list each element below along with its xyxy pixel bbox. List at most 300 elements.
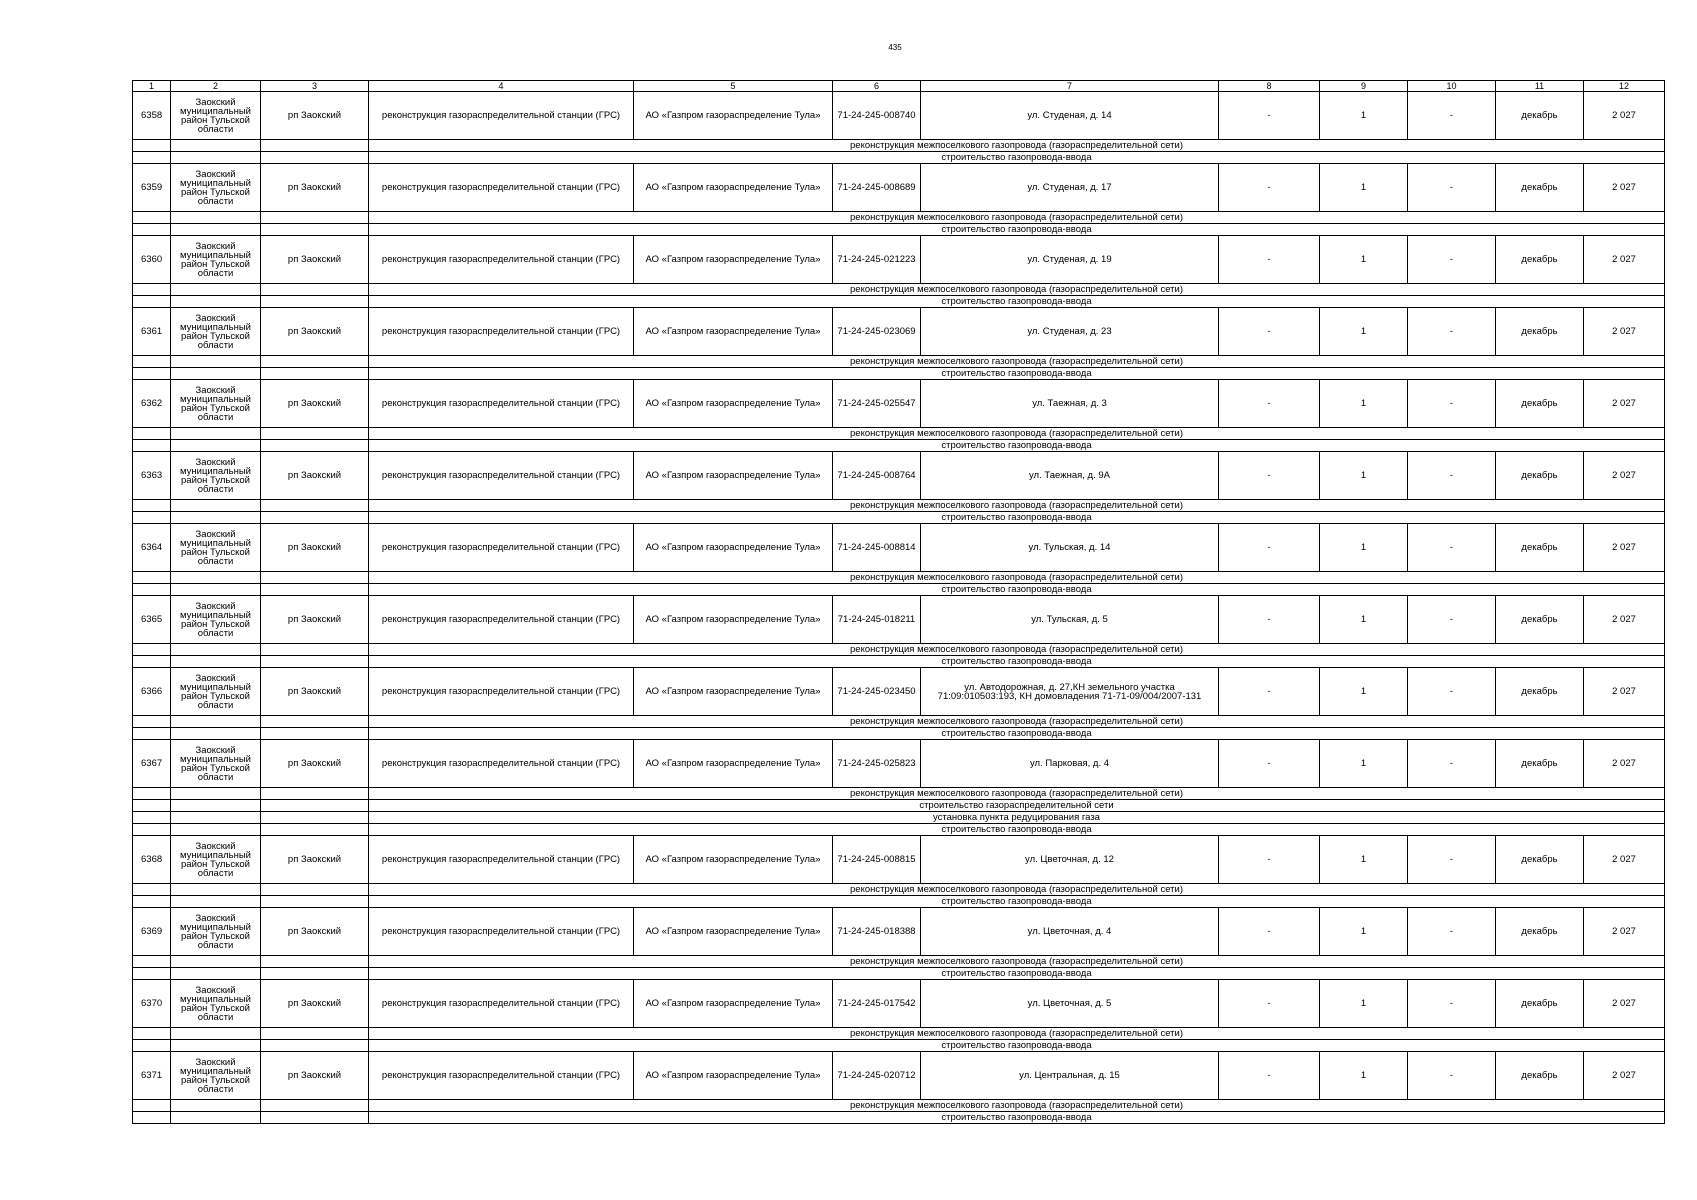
row-number-cell: 6360 xyxy=(133,236,171,284)
table-row xyxy=(133,1052,1665,1100)
table-row xyxy=(133,836,1665,884)
sub-work-row xyxy=(133,824,1665,836)
district-cell: Заокский муниципальный район Тульской области xyxy=(171,164,261,212)
col-9-value-cell: 1 xyxy=(1320,908,1408,956)
district-cell: Заокский муниципальный район Тульской области xyxy=(171,1052,261,1100)
address-cell xyxy=(921,836,1219,884)
completion-month-cell: декабрь xyxy=(1496,596,1584,644)
district-cell: Заокский муниципальный район Тульской области xyxy=(171,740,261,788)
organization-cell: АО «Газпром газораспределение Тула» xyxy=(634,236,833,284)
empty-cell xyxy=(133,296,171,308)
empty-cell xyxy=(261,812,369,824)
object-code-cell: 71-24-245-008740 xyxy=(833,92,921,140)
sub-work-description: реконструкция межпоселкового газопровода (газораспределительной сети) xyxy=(369,644,1665,656)
empty-cell xyxy=(133,896,171,908)
work-type-cell: реконструкция газораспределительной станции (ГРС) xyxy=(369,836,634,884)
empty-cell xyxy=(133,284,171,296)
col-8-value-cell: - xyxy=(1219,380,1320,428)
sub-work-row xyxy=(133,800,1665,812)
completion-year-cell: 2 027 xyxy=(1584,1052,1665,1100)
empty-cell xyxy=(133,428,171,440)
empty-cell xyxy=(171,716,261,728)
work-type-cell: реконструкция газораспределительной станции (ГРС) xyxy=(369,524,634,572)
completion-year-cell: 2 027 xyxy=(1584,668,1665,716)
empty-cell xyxy=(133,212,171,224)
empty-cell xyxy=(261,956,369,968)
address-line: ул. Студеная, д. 17 xyxy=(1027,182,1112,193)
row-number-cell: 6371 xyxy=(133,1052,171,1100)
sub-work-row xyxy=(133,296,1665,308)
sub-work-description: установка пункта редуцирования газа xyxy=(369,812,1665,824)
empty-cell xyxy=(261,1112,369,1124)
address-line: ул. Тульская, д. 14 xyxy=(1028,542,1111,553)
empty-cell xyxy=(171,500,261,512)
address-cell xyxy=(921,164,1219,212)
empty-cell xyxy=(261,140,369,152)
empty-cell xyxy=(171,956,261,968)
completion-year-cell: 2 027 xyxy=(1584,980,1665,1028)
empty-cell xyxy=(171,896,261,908)
empty-cell xyxy=(133,152,171,164)
sub-work-row xyxy=(133,884,1665,896)
completion-month-cell: декабрь xyxy=(1496,164,1584,212)
col-9-value-cell: 1 xyxy=(1320,1052,1408,1100)
empty-cell xyxy=(133,224,171,236)
empty-cell xyxy=(261,500,369,512)
empty-cell xyxy=(261,1040,369,1052)
address-line: ул. Таежная, д. 3 xyxy=(1032,398,1107,409)
organization-cell: АО «Газпром газораспределение Тула» xyxy=(634,164,833,212)
completion-month-cell: декабрь xyxy=(1496,1052,1584,1100)
settlement-cell: рп Заокский xyxy=(261,980,369,1028)
empty-cell xyxy=(171,284,261,296)
organization-cell: АО «Газпром газораспределение Тула» xyxy=(634,92,833,140)
sub-work-description: реконструкция межпоселкового газопровода (газораспределительной сети) xyxy=(369,140,1665,152)
col-9-value-cell: 1 xyxy=(1320,92,1408,140)
sub-work-row xyxy=(133,428,1665,440)
col-9-value-cell: 1 xyxy=(1320,836,1408,884)
sub-work-row xyxy=(133,716,1665,728)
work-type-cell: реконструкция газораспределительной станции (ГРС) xyxy=(369,452,634,500)
col-10-value-cell: - xyxy=(1408,164,1496,212)
empty-cell xyxy=(133,1028,171,1040)
address-line: ул. Цветочная, д. 4 xyxy=(1027,926,1112,937)
empty-cell xyxy=(261,572,369,584)
col-9-value-cell: 1 xyxy=(1320,380,1408,428)
empty-cell xyxy=(133,512,171,524)
sub-work-row xyxy=(133,212,1665,224)
completion-month-cell: декабрь xyxy=(1496,452,1584,500)
settlement-cell: рп Заокский xyxy=(261,740,369,788)
empty-cell xyxy=(133,656,171,668)
empty-cell xyxy=(171,824,261,836)
row-number-cell: 6370 xyxy=(133,980,171,1028)
sub-work-description: реконструкция межпоселкового газопровода (газораспределительной сети) xyxy=(369,956,1665,968)
work-type-cell: реконструкция газораспределительной станции (ГРС) xyxy=(369,1052,634,1100)
completion-year-cell: 2 027 xyxy=(1584,452,1665,500)
column-header: 2 xyxy=(171,81,261,92)
empty-cell xyxy=(261,824,369,836)
completion-month-cell: декабрь xyxy=(1496,668,1584,716)
address-cell xyxy=(921,596,1219,644)
col-9-value-cell: 1 xyxy=(1320,236,1408,284)
empty-cell xyxy=(171,656,261,668)
page-number: 435 xyxy=(888,43,902,52)
empty-cell xyxy=(133,1100,171,1112)
empty-cell xyxy=(171,644,261,656)
empty-cell xyxy=(261,224,369,236)
settlement-cell: рп Заокский xyxy=(261,1052,369,1100)
col-10-value-cell: - xyxy=(1408,980,1496,1028)
table-row xyxy=(133,164,1665,212)
empty-cell xyxy=(261,728,369,740)
table-row xyxy=(133,668,1665,716)
col-9-value-cell: 1 xyxy=(1320,668,1408,716)
work-type-cell: реконструкция газораспределительной станции (ГРС) xyxy=(369,380,634,428)
organization-cell: АО «Газпром газораспределение Тула» xyxy=(634,668,833,716)
sub-work-row xyxy=(133,224,1665,236)
sub-work-description: реконструкция межпоселкового газопровода (газораспределительной сети) xyxy=(369,1028,1665,1040)
empty-cell xyxy=(133,584,171,596)
empty-cell xyxy=(261,716,369,728)
settlement-cell: рп Заокский xyxy=(261,92,369,140)
sub-work-row xyxy=(133,1040,1665,1052)
table-row xyxy=(133,596,1665,644)
sub-work-description: строительство газораспределительной сети xyxy=(369,800,1665,812)
table-row xyxy=(133,236,1665,284)
completion-year-cell: 2 027 xyxy=(1584,908,1665,956)
sub-work-description: строительство газопровода-ввода xyxy=(369,512,1665,524)
col-8-value-cell: - xyxy=(1219,980,1320,1028)
object-code-cell: 71-24-245-008689 xyxy=(833,164,921,212)
completion-year-cell: 2 027 xyxy=(1584,164,1665,212)
sub-work-row xyxy=(133,1028,1665,1040)
sub-work-description: строительство газопровода-ввода xyxy=(369,440,1665,452)
sub-work-row xyxy=(133,584,1665,596)
address-cell xyxy=(921,92,1219,140)
empty-cell xyxy=(133,572,171,584)
address-line: ул. Студеная, д. 14 xyxy=(1027,110,1112,121)
sub-work-description: строительство газопровода-ввода xyxy=(369,824,1665,836)
row-number-cell: 6362 xyxy=(133,380,171,428)
col-8-value-cell: - xyxy=(1219,452,1320,500)
sub-work-row xyxy=(133,500,1665,512)
work-type-cell: реконструкция газораспределительной станции (ГРС) xyxy=(369,308,634,356)
col-9-value-cell: 1 xyxy=(1320,308,1408,356)
col-8-value-cell: - xyxy=(1219,308,1320,356)
col-8-value-cell: - xyxy=(1219,596,1320,644)
sub-work-row xyxy=(133,572,1665,584)
sub-work-row xyxy=(133,356,1665,368)
sub-work-row xyxy=(133,284,1665,296)
empty-cell xyxy=(171,812,261,824)
settlement-cell: рп Заокский xyxy=(261,596,369,644)
sub-work-row xyxy=(133,956,1665,968)
empty-cell xyxy=(171,1112,261,1124)
settlement-cell: рп Заокский xyxy=(261,236,369,284)
empty-cell xyxy=(133,1112,171,1124)
sub-work-description: строительство газопровода-ввода xyxy=(369,656,1665,668)
col-10-value-cell: - xyxy=(1408,92,1496,140)
address-cell xyxy=(921,740,1219,788)
work-type-cell: реконструкция газораспределительной станции (ГРС) xyxy=(369,236,634,284)
address-cell xyxy=(921,380,1219,428)
empty-cell xyxy=(133,356,171,368)
row-number-cell: 6365 xyxy=(133,596,171,644)
col-10-value-cell: - xyxy=(1408,836,1496,884)
sub-work-description: строительство газопровода-ввода xyxy=(369,968,1665,980)
empty-cell xyxy=(261,368,369,380)
district-cell: Заокский муниципальный район Тульской области xyxy=(171,452,261,500)
col-8-value-cell: - xyxy=(1219,668,1320,716)
col-8-value-cell: - xyxy=(1219,908,1320,956)
col-10-value-cell: - xyxy=(1408,668,1496,716)
empty-cell xyxy=(261,644,369,656)
row-number-cell: 6367 xyxy=(133,740,171,788)
address-line: ул. Цветочная, д. 5 xyxy=(1027,998,1112,1009)
sub-work-row xyxy=(133,152,1665,164)
empty-cell xyxy=(133,956,171,968)
object-code-cell: 71-24-245-023069 xyxy=(833,308,921,356)
sub-work-description: строительство газопровода-ввода xyxy=(369,224,1665,236)
organization-cell: АО «Газпром газораспределение Тула» xyxy=(634,1052,833,1100)
sub-work-description: реконструкция межпоселкового газопровода (газораспределительной сети) xyxy=(369,212,1665,224)
address-line: ул. Центральная, д. 15 xyxy=(1019,1070,1120,1081)
object-code-cell: 71-24-245-025547 xyxy=(833,380,921,428)
empty-cell xyxy=(133,968,171,980)
object-code-cell: 71-24-245-018388 xyxy=(833,908,921,956)
settlement-cell: рп Заокский xyxy=(261,452,369,500)
empty-cell xyxy=(261,896,369,908)
empty-cell xyxy=(171,1100,261,1112)
empty-cell xyxy=(171,728,261,740)
col-9-value-cell: 1 xyxy=(1320,740,1408,788)
col-8-value-cell: - xyxy=(1219,524,1320,572)
empty-cell xyxy=(261,788,369,800)
sub-work-row xyxy=(133,440,1665,452)
sub-work-row xyxy=(133,644,1665,656)
empty-cell xyxy=(171,1028,261,1040)
empty-cell xyxy=(261,1028,369,1040)
completion-month-cell: декабрь xyxy=(1496,908,1584,956)
address-cell xyxy=(921,308,1219,356)
col-9-value-cell: 1 xyxy=(1320,980,1408,1028)
empty-cell xyxy=(133,824,171,836)
empty-cell xyxy=(133,716,171,728)
empty-cell xyxy=(261,584,369,596)
address-cell xyxy=(921,524,1219,572)
col-10-value-cell: - xyxy=(1408,524,1496,572)
row-number-cell: 6363 xyxy=(133,452,171,500)
completion-month-cell: декабрь xyxy=(1496,236,1584,284)
sub-work-row xyxy=(133,968,1665,980)
empty-cell xyxy=(133,812,171,824)
sub-work-description: реконструкция межпоселкового газопровода (газораспределительной сети) xyxy=(369,716,1665,728)
col-10-value-cell: - xyxy=(1408,308,1496,356)
organization-cell: АО «Газпром газораспределение Тула» xyxy=(634,980,833,1028)
column-header-row xyxy=(133,81,1665,92)
settlement-cell: рп Заокский xyxy=(261,308,369,356)
empty-cell xyxy=(261,212,369,224)
settlement-cell: рп Заокский xyxy=(261,668,369,716)
empty-cell xyxy=(171,224,261,236)
sub-work-description: реконструкция межпоселкового газопровода (газораспределительной сети) xyxy=(369,572,1665,584)
district-cell: Заокский муниципальный район Тульской области xyxy=(171,596,261,644)
organization-cell: АО «Газпром газораспределение Тула» xyxy=(634,908,833,956)
empty-cell xyxy=(171,512,261,524)
completion-month-cell: декабрь xyxy=(1496,92,1584,140)
district-cell: Заокский муниципальный район Тульской области xyxy=(171,308,261,356)
empty-cell xyxy=(133,368,171,380)
column-header: 3 xyxy=(261,81,369,92)
sub-work-description: строительство газопровода-ввода xyxy=(369,152,1665,164)
empty-cell xyxy=(261,656,369,668)
address-line: 71:09:010503:193, КН домовладения 71-71-09/004/2007-131 xyxy=(937,690,1202,702)
settlement-cell: рп Заокский xyxy=(261,908,369,956)
sub-work-row xyxy=(133,1100,1665,1112)
empty-cell xyxy=(261,440,369,452)
row-number-cell: 6368 xyxy=(133,836,171,884)
address-cell xyxy=(921,452,1219,500)
table-row xyxy=(133,380,1665,428)
address-cell xyxy=(921,668,1219,716)
col-9-value-cell: 1 xyxy=(1320,164,1408,212)
column-header: 4 xyxy=(369,81,634,92)
completion-year-cell: 2 027 xyxy=(1584,308,1665,356)
empty-cell xyxy=(171,440,261,452)
sub-work-row xyxy=(133,1112,1665,1124)
table-row xyxy=(133,524,1665,572)
work-type-cell: реконструкция газораспределительной станции (ГРС) xyxy=(369,596,634,644)
address-cell xyxy=(921,980,1219,1028)
empty-cell xyxy=(171,152,261,164)
row-number-cell: 6366 xyxy=(133,668,171,716)
sub-work-description: строительство газопровода-ввода xyxy=(369,296,1665,308)
column-header: 11 xyxy=(1496,81,1584,92)
completion-month-cell: декабрь xyxy=(1496,980,1584,1028)
sub-work-row xyxy=(133,656,1665,668)
empty-cell xyxy=(171,140,261,152)
row-number-cell: 6359 xyxy=(133,164,171,212)
object-code-cell: 71-24-245-017542 xyxy=(833,980,921,1028)
col-9-value-cell: 1 xyxy=(1320,524,1408,572)
address-cell xyxy=(921,236,1219,284)
organization-cell: АО «Газпром газораспределение Тула» xyxy=(634,524,833,572)
district-cell: Заокский муниципальный район Тульской области xyxy=(171,236,261,284)
empty-cell xyxy=(133,884,171,896)
sub-work-row xyxy=(133,896,1665,908)
work-type-cell: реконструкция газораспределительной станции (ГРС) xyxy=(369,908,634,956)
completion-month-cell: декабрь xyxy=(1496,308,1584,356)
completion-year-cell: 2 027 xyxy=(1584,836,1665,884)
empty-cell xyxy=(261,296,369,308)
sub-work-description: строительство газопровода-ввода xyxy=(369,896,1665,908)
row-number-cell: 6358 xyxy=(133,92,171,140)
sub-work-description: строительство газопровода-ввода xyxy=(369,584,1665,596)
empty-cell xyxy=(261,884,369,896)
sub-work-description: строительство газопровода-ввода xyxy=(369,1112,1665,1124)
settlement-cell: рп Заокский xyxy=(261,380,369,428)
empty-cell xyxy=(261,284,369,296)
col-8-value-cell: - xyxy=(1219,236,1320,284)
empty-cell xyxy=(171,572,261,584)
address-cell xyxy=(921,1052,1219,1100)
col-10-value-cell: - xyxy=(1408,452,1496,500)
col-10-value-cell: - xyxy=(1408,596,1496,644)
column-header: 8 xyxy=(1219,81,1320,92)
column-header: 9 xyxy=(1320,81,1408,92)
col-10-value-cell: - xyxy=(1408,908,1496,956)
row-number-cell: 6364 xyxy=(133,524,171,572)
settlement-cell: рп Заокский xyxy=(261,524,369,572)
address-line: ул. Цветочная, д. 12 xyxy=(1025,854,1114,865)
empty-cell xyxy=(171,968,261,980)
object-code-cell: 71-24-245-020712 xyxy=(833,1052,921,1100)
object-code-cell: 71-24-245-008764 xyxy=(833,452,921,500)
table-row xyxy=(133,92,1665,140)
empty-cell xyxy=(133,1040,171,1052)
sub-work-row xyxy=(133,812,1665,824)
work-type-cell: реконструкция газораспределительной станции (ГРС) xyxy=(369,164,634,212)
empty-cell xyxy=(171,296,261,308)
address-line: ул. Автодорожная, д. 27,КН земельного участка xyxy=(964,681,1175,693)
work-type-cell: реконструкция газораспределительной станции (ГРС) xyxy=(369,668,634,716)
column-header: 12 xyxy=(1584,81,1665,92)
sub-work-row xyxy=(133,140,1665,152)
empty-cell xyxy=(133,500,171,512)
col-9-value-cell: 1 xyxy=(1320,452,1408,500)
object-code-cell: 71-24-245-021223 xyxy=(833,236,921,284)
district-cell: Заокский муниципальный район Тульской области xyxy=(171,524,261,572)
sub-work-row xyxy=(133,512,1665,524)
sub-work-description: строительство газопровода-ввода xyxy=(369,368,1665,380)
empty-cell xyxy=(133,788,171,800)
col-8-value-cell: - xyxy=(1219,92,1320,140)
organization-cell: АО «Газпром газораспределение Тула» xyxy=(634,452,833,500)
settlement-cell: рп Заокский xyxy=(261,164,369,212)
empty-cell xyxy=(133,140,171,152)
col-10-value-cell: - xyxy=(1408,236,1496,284)
completion-year-cell: 2 027 xyxy=(1584,596,1665,644)
table-row xyxy=(133,452,1665,500)
object-code-cell: 71-24-245-023450 xyxy=(833,668,921,716)
object-code-cell: 71-24-245-025823 xyxy=(833,740,921,788)
sub-work-row xyxy=(133,368,1665,380)
completion-year-cell: 2 027 xyxy=(1584,236,1665,284)
completion-year-cell: 2 027 xyxy=(1584,740,1665,788)
empty-cell xyxy=(261,968,369,980)
sub-work-description: реконструкция межпоселкового газопровода (газораспределительной сети) xyxy=(369,884,1665,896)
completion-year-cell: 2 027 xyxy=(1584,380,1665,428)
empty-cell xyxy=(171,428,261,440)
district-cell: Заокский муниципальный район Тульской области xyxy=(171,668,261,716)
address-line: ул. Студеная, д. 23 xyxy=(1027,326,1112,337)
empty-cell xyxy=(133,728,171,740)
sub-work-row xyxy=(133,788,1665,800)
settlement-cell: рп Заокский xyxy=(261,836,369,884)
completion-month-cell: декабрь xyxy=(1496,836,1584,884)
empty-cell xyxy=(171,212,261,224)
row-number-cell: 6361 xyxy=(133,308,171,356)
col-10-value-cell: - xyxy=(1408,740,1496,788)
address-cell xyxy=(921,908,1219,956)
organization-cell: АО «Газпром газораспределение Тула» xyxy=(634,308,833,356)
col-8-value-cell: - xyxy=(1219,164,1320,212)
work-type-cell: реконструкция газораспределительной станции (ГРС) xyxy=(369,92,634,140)
object-code-cell: 71-24-245-008814 xyxy=(833,524,921,572)
empty-cell xyxy=(261,428,369,440)
work-type-cell: реконструкция газораспределительной станции (ГРС) xyxy=(369,740,634,788)
